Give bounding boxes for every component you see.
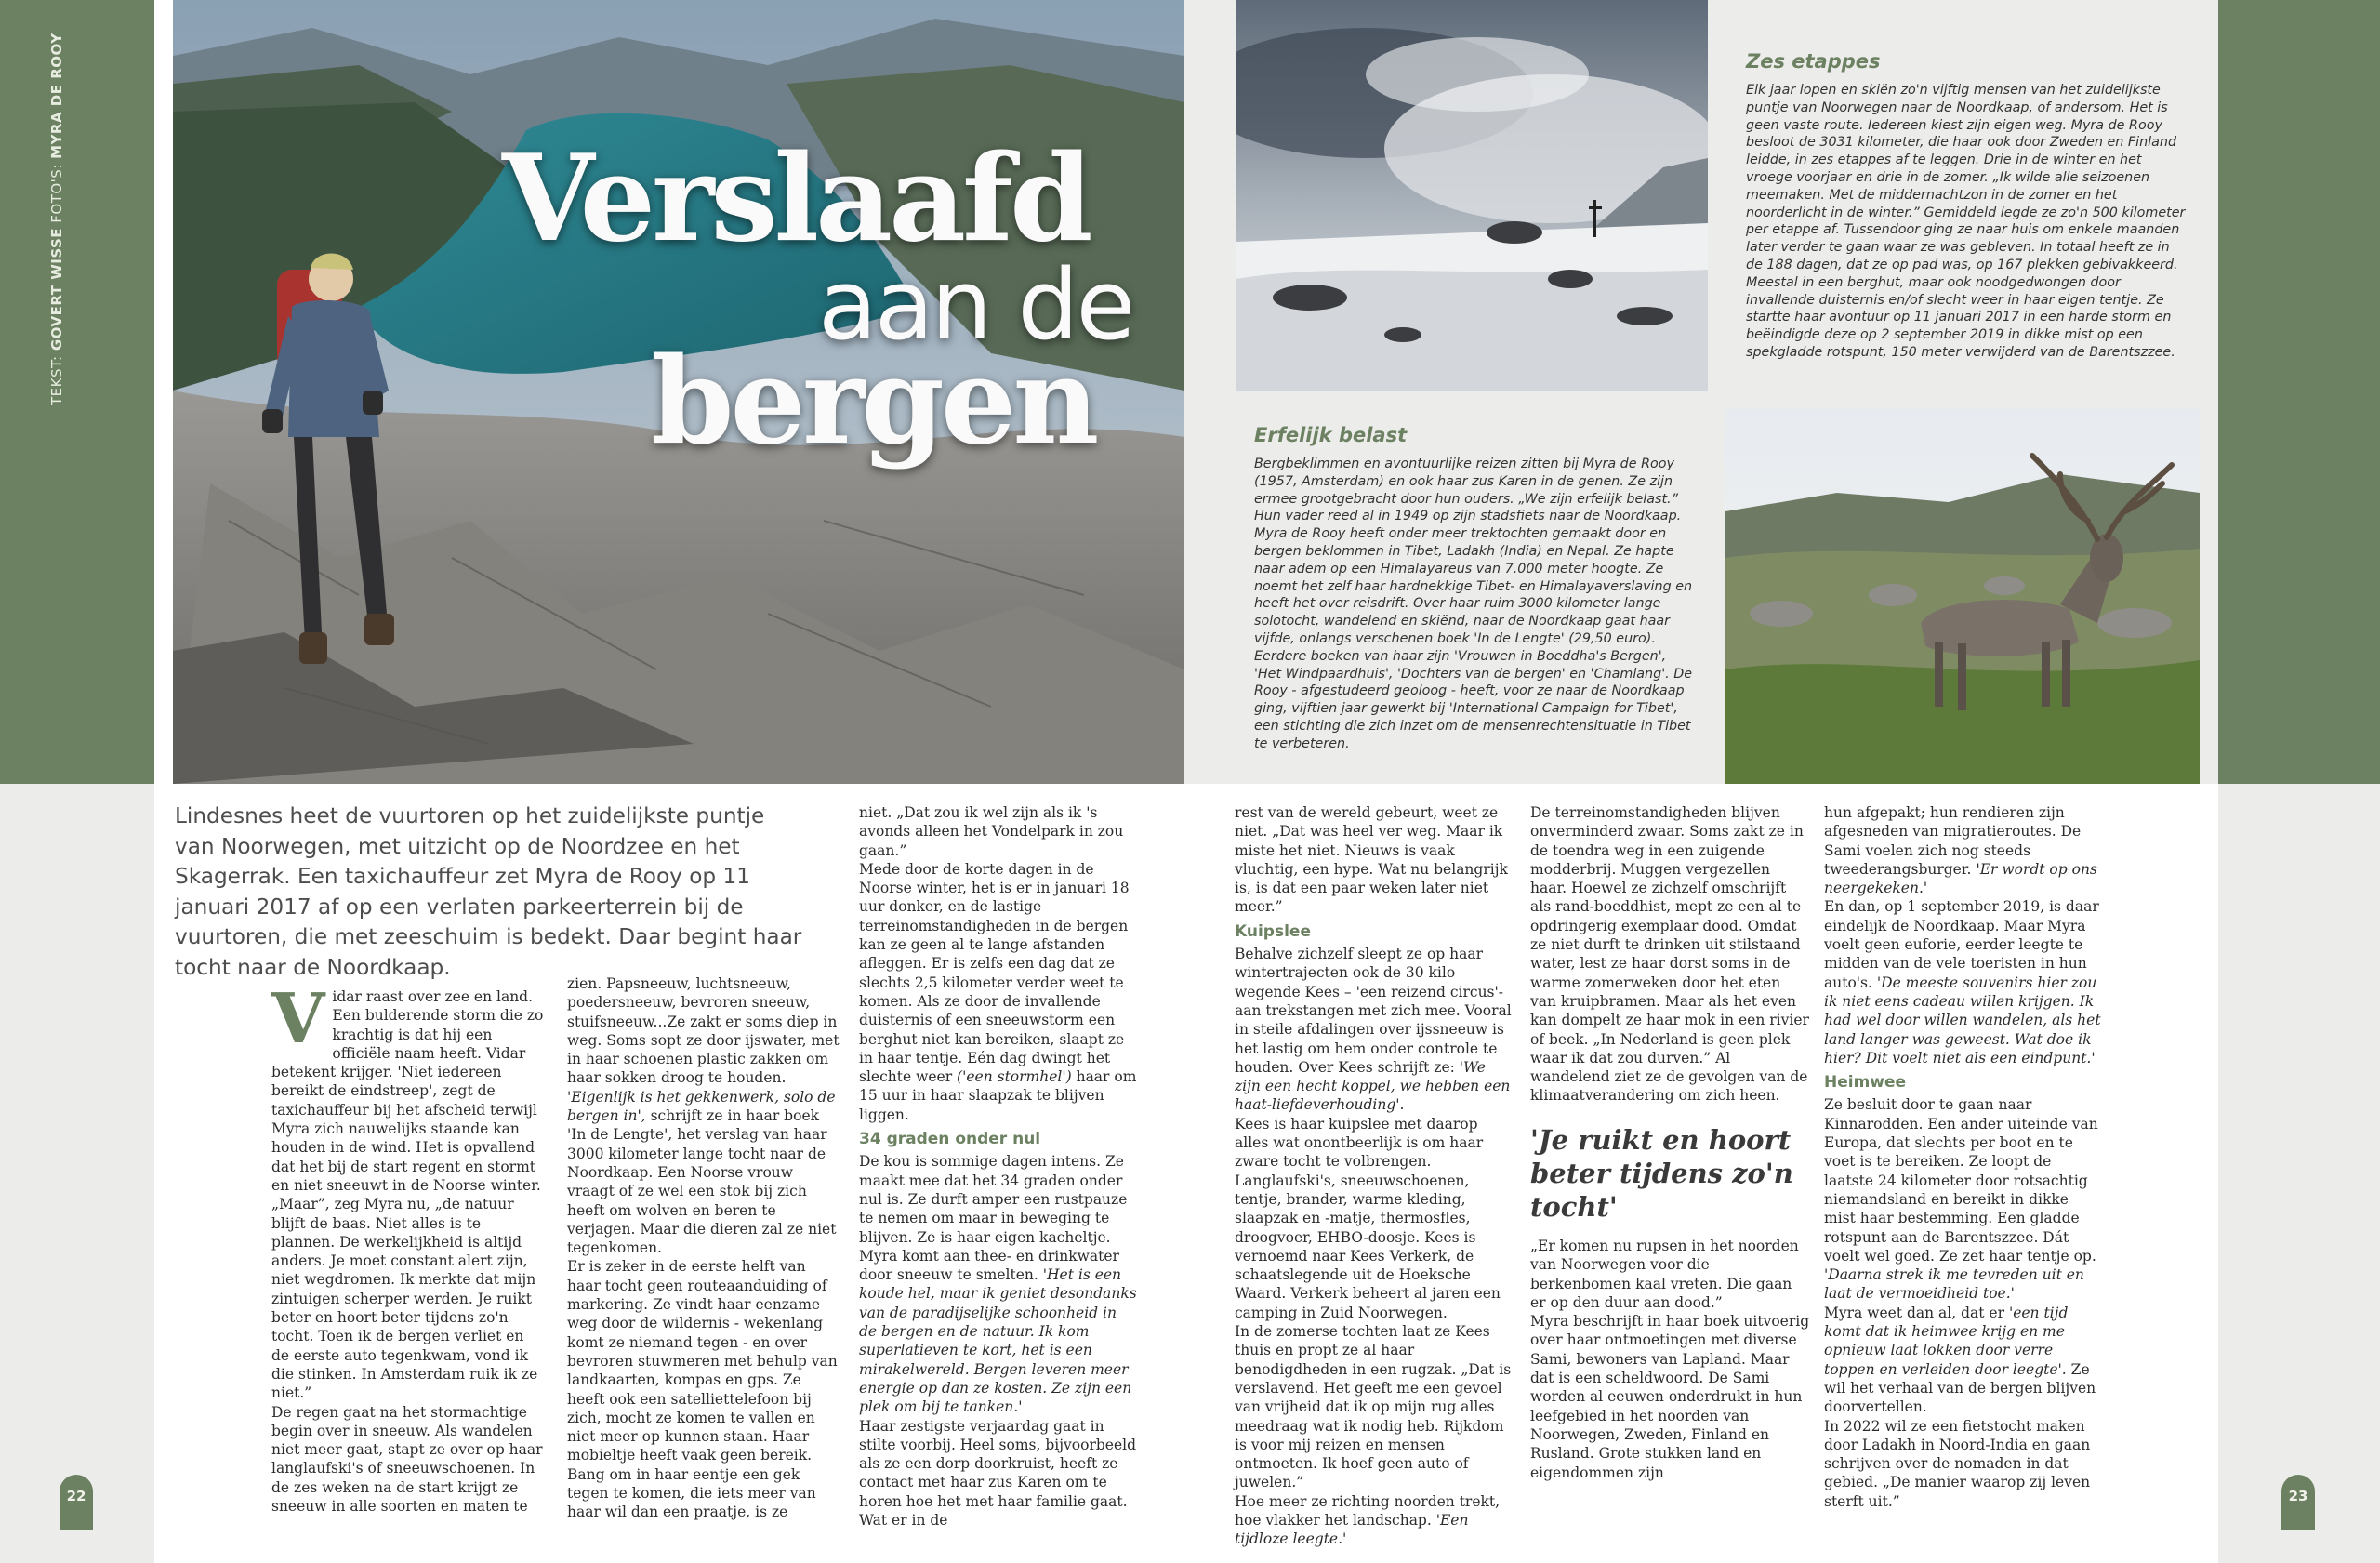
paragraph: In de zomerse tochten laat ze Kees thuis en propt ze al haar benodigdheden in een rugzak. „Dat is verslavend. Het geeft me een gevoel van vrijheid dat ik op mijn rug alles meedraag wat ik nodig heb. Rijkdom is voor mij reizen en mensen ontmoeten. Ik hoef geen auto of juwelen.” — [1235, 1323, 1512, 1491]
italic-quote: ('een stormhel') — [957, 1068, 1072, 1086]
paragraph: En dan, op 1 september 2019, is daar eindelijk de Noordkaap. Maar Myra voelt geen euforie, eerder leegte te midden van de vele toeristen in hun auto's. — [1824, 898, 2099, 991]
paragraph: Er is zeker in de eerste helft van haar tocht geen routeaanduiding of markering. Ze vindt haar eenzame weg door de wildernis - wekenlang komt ze niemand tegen - en over bevroren stuwmeren met behulp van landkaarten, kompas en gps. Ze heeft ook een satelliettelefoon bij zich, mocht ze komen te vallen en niet meer op kunnen staan. Haar mobieltje heeft vaak geen bereik. Bang om in haar eentje een gek tegen te komen, die iets meer van haar wil dan een praatje, is ze — [567, 1258, 838, 1521]
paragraph: haar om 15 uur in haar slaapzak te blijven liggen. — [859, 1068, 1137, 1123]
paragraph: niet. „Dat zou ik wel zijn als ik 's avonds alleen het Vondelpark in zou gaan.” — [859, 804, 1124, 859]
italic-quote: 'Er wordt op ons neergekeken.' — [1824, 860, 2097, 897]
box-body-erfelijk: Bergbeklimmen en avontuurlijke reizen zitten bij Myra de Rooy (1957, Amsterdam) en ook haar zus Karen in de genen. Ze zijn ermee grootgebracht door hun ouders. „We zijn erfelijk belast.” Hun vader reed al in 1949 op zijn stadsfiets naar de Noordkaap. Myra de Rooy heeft onder meer trektochten gemaakt door en bergen beklommen in Tibet, Ladakh (India) en Nepal. Ze hapte naar adem op een Himalayareus van 7.000 meter hoogte. Ze noemt het zelf haar hardnekkige Tibet- en Himalayaverslaving en heeft het over reisdrift. Over haar ruim 3000 kilometer lange solotocht, wandelend en skiënd, naar de Noordkaap gaat haar vijfde, onlangs verschenen boek 'In de Lengte' (29,50 euro). Eerdere boeken van haar zijn 'Vrouwen in Boeddha's Bergen', 'Het Windpaardhuis', 'Dochters van de bergen' en 'Chamlang'. De Rooy - afgestudeerd geoloog - heeft, voor ze naar de Noordkaap ging, vijftien jaar gewerkt bij 'International Campaign for Tibet', een stichting die zich inzet om de mensenrechtensituatie in Tibet te verbeteren. — [1254, 457, 1693, 751]
paragraph: De kou is sommige dagen intens. Ze maakt mee dat het 34 graden onder nul is. Ze durft amper een rustpauze te nemen om maar in beweging te blijven. Ze is haar eigen kacheltje. Myra komt aan thee- en drinkwater door sneeuw te smelten. — [859, 1153, 1128, 1284]
subheading-heimwee: Heimwee — [1824, 1073, 1907, 1093]
paragraph: Ze wil het verhaal van de bergen blijven doorvertellen. — [1824, 1360, 2096, 1416]
italic-quote: 'Eigenlijk is het gekkenwerk, solo de bergen in', — [567, 1088, 836, 1125]
sidebar-box-etappes — [1726, 0, 2200, 391]
right-green-strip — [2218, 0, 2380, 784]
italic-quote: 'Een tijdloze leegte.' — [1235, 1511, 1469, 1548]
box-heading-erfelijk: Erfelijk belast — [1254, 424, 1408, 446]
paragraph: „Er komen nu rupsen in het noorden van Noorwegen voor die berkenbomen kaal vreten. Die gaan er op den duur aan dood.” — [1530, 1238, 1799, 1311]
right-grey-margin — [2218, 784, 2380, 1563]
paragraph: Behalve zichzelf sleept ze op haar wintertrajecten ook de 30 kilo wegende Kees – 'een reizend circus'- aan trekstangen met zich mee. Vooral in steile afdalingen over ijssneeuw is het lastig om hem onder controle te houden. Over Kees schrijft ze: — [1235, 946, 1512, 1076]
italic-quote: 'Daarna strek ik me tevreden uit en laat de vermoeidheid toe.' — [1824, 1266, 2084, 1303]
italic-quote: 'een tijd komt dat ik heimwee krijg en me opnieuw laat lokken door verre toppen en verleiden door leegte'. — [1824, 1304, 2069, 1378]
title-line-2: aan de — [818, 248, 1133, 362]
page-number-left: 22 — [60, 1475, 93, 1530]
paragraph: schrijft ze in haar boek 'In de Lengte', het verslag van haar 3000 kilometer lange tocht naar de Noordkaap. Een Noorse vrouw vraagt of ze wel een stok bij zich heeft om wolven en beren te verjagen. Maar die dieren zal ze niet tegenkomen. — [567, 1107, 837, 1257]
drop-cap: V — [271, 979, 325, 1059]
paragraph: Haar zestigste verjaardag gaat in stilte voorbij. Heel soms, bijvoorbeeld als ze een dorp doorkruist, heeft ze contact met haar zus Karen om te horen hoe het met haar familie gaat. Wat er in de — [859, 1417, 1136, 1529]
article-intro: Lindesnes heet de vuurtoren op het zuidelijkste puntje van Noorwegen, met uitzicht op de Noordzee en het Skagerrak. Een taxichauffeur zet Myra de Rooy op 11 januari 2017 af op een verlaten parkeerterrein bij de vuurtoren, die met zeeschuim is bedekt. Daar begint haar tocht naar de Noordkaap. — [175, 803, 802, 980]
body-column-4 — [1235, 803, 1514, 1549]
paragraph: zien. Papsneeuw, luchtsneeuw, poedersneeuw, bevroren sneeuw, stuifsneeuw...Ze zakt er soms diep in weg. Soms sopt ze door ijswater, met in haar schoenen plastic zakken om haar sokken droog te houden. — [567, 975, 840, 1087]
paragraph: rest van de wereld gebeurt, weet ze niet. „Dat was heel ver weg. Maar ik miste het niet. Nieuws is vaak vluchtig, een hype. Wat nu belangrijk is, is dat een paar weken later niet meer.” — [1235, 804, 1508, 916]
italic-quote: 'De meeste souvenirs hier zou ik niet eens cadeau willen krijgen. Ik had wel door willen wandelen, als het land langer was geweest. Wat doe ik hier? Dit voelt niet als een eindpunt.' — [1824, 974, 2101, 1066]
left-green-strip — [0, 0, 154, 784]
paragraph: De regen gaat na het stormachtige begin over in sneeuw. Als wandelen niet meer gaat, stapt ze over op haar langlaufski's of sneeuwschoenen. In de zes weken na de start krijgt ze sneeuw in alle soorten en maten te — [271, 1403, 543, 1516]
paragraph: In 2022 wil ze een fietstocht maken door Ladakh in Noord-India en gaan schrijven over de nomaden in dat gebied. „De manier waarop zij leven sterft uit.” — [1824, 1417, 2091, 1510]
paragraph: Mede door de korte dagen in de Noorse winter, het is er in januari 18 uur donker, en de lastige terreinomstandigheden in de bergen kan ze geen al te lange afstanden afleggen. Er is zelfs een dag dat ze slechts 2,5 kilometer verder weet te komen. Als ze door de invallende duisternis of een sneeuwstorm een berghut niet kan bereiken, slaapt ze in haar tentje. Eén dag dwingt het slechte weer — [859, 860, 1130, 1086]
box-heading-etappes: Zes etappes — [1746, 50, 1881, 73]
body-column-2 — [567, 974, 840, 1522]
storm-photo — [1236, 0, 1708, 391]
title-line-1: Verslaafd — [502, 129, 1090, 269]
page-number-right: 23 — [2281, 1475, 2315, 1530]
paragraph: Myra weet dan al, dat er — [1824, 1304, 2004, 1321]
paragraph: Kees is haar kuipslee met daarop alles wat onontbeerlijk is om haar zware tocht te volbrengen. Langlaufski's, sneeuwschoenen, tentje, brander, warme kleding, slaapzak en -matje, thermosfles, droogvoer, EHBO-doosje. Kees is vernoemd naar Kees Verkerk, de schaatslegende uit de Hoeksche Waard. Verkerk beheert al jaren een camping in Zuid Noorwegen. — [1235, 1115, 1501, 1321]
sidebar-box-erfelijk — [1236, 409, 1708, 784]
reindeer-photo — [1726, 409, 2200, 784]
box-body-etappes: Elk jaar lopen en skiën zo'n vijftig mensen van het zuidelijkste puntje van Noorwegen naar de Noordkaap, of andersom. Het is geen vaste route. Iedereen kiest zijn eigen weg. Myra de Rooy besloot de 3031 kilometer, die haar ook door Zweden en Finland leidde, in zes etappes af te leggen. Drie in de winter en het vroege voorjaar en drie in de zomer. „Ik wilde alle seizoenen meemaken. Met de middernachtzon in de zomer en het noorderlicht in de winter.” Gemiddeld legde ze zo'n 500 kilometer per etappe af. Tussendoor ging ze naar huis om enkele maanden later verder te gaan waar ze was gebleven. In totaal heeft ze in de 188 dagen, dat ze op pad was, op 167 plekken gebivakkeerd. Meestal in een berghut, maar ook noodgedwongen door invallende duisternis en/of slecht weer in haar eigen tentje. Ze startte haar avontuur op 11 januari 2017 in een harde storm en beëindigde deze op 2 september 2019 in dikke mist op een spekgladde rotspunt, 150 meter verwijderd van de Barentszzee. — [1746, 83, 2186, 360]
paragraph: De terreinomstandigheden blijven onverminderd zwaar. Soms zakt ze in de toendra weg in een zuigende modderbrij. Muggen vergezellen haar. Hoewel ze zichzelf omschrijft als rand-boeddhist, mept ze een al te opdringerig exemplaar dood. Omdat ze niet durft te drinken uit stilstaand water, lest ze haar dorst soms in de warme zomerweken door het eten van kruipbramen. Maar als het even kan dompelt ze haar mok in een rivier of beek. „In Nederland is geen plek waar ik dat zou durven.” Al wandelend ziet ze de gevolgen van de klimaatverandering om zich heen. — [1530, 804, 1809, 1105]
body-column-1 — [271, 979, 545, 1516]
body-column-3 — [859, 803, 1138, 1530]
italic-quote: 'We zijn een hecht koppel, we hebben een haat-liefdeverhouding'. — [1235, 1058, 1511, 1114]
subheading-kuipslee: Kuipslee — [1235, 921, 1311, 941]
pull-quote: 'Je ruikt en hoort beter tijdens zo'n tocht' — [1530, 1124, 1793, 1223]
paragraph: Ze besluit door te gaan naar Kinnarodden. Een ander uiteinde van Europa, dat slechts per boot en te voet is te bereiken. Ze loopt de laatste 24 kilometer door rotsachtig niemandsland en bereikt in dikke mist haar bestemming. Een gladde rotspunt aan de Barentszzee. Dát voelt wel goed. Ze zet haar tentje op. — [1824, 1096, 2098, 1265]
paragraph: Hoe meer ze richting noorden trekt, hoe vlakker het landschap. — [1235, 1492, 1501, 1529]
paragraph: Myra beschrijft in haar boek uitvoerig over haar ontmoetingen met diverse Sami, bewoners van Lapland. Maar dat is een scheldwoord. De Sami worden al eeuwen onderdrukt in hun leefgebied in het noorden van Noorwegen, Zweden, Finland en Rusland. Grote stukken land en eigendommen zijn — [1530, 1313, 1810, 1481]
subheading-34-graden: 34 graden onder nul — [859, 1130, 1041, 1149]
title-line-3: bergen — [651, 332, 1096, 471]
photo-credit: TEKST: GOVERT WISSE FOTO'S: MYRA DE ROOY — [48, 33, 65, 405]
left-grey-margin — [0, 784, 154, 1563]
paragraph: idar raast over zee en land. Een bulderende storm die zo krachtig is dat hij een officiële naam heeft. Vidar betekent krijger. 'Niet iedereen bereikt de eindstreep', zegt de taxichauffeur bij het afscheid terwijl Myra zich nauwelijks staande kan houden in de wind. Het is opvallend dat het bij de start regent en stormt en niet sneeuwt in de Noorse winter. „Maar”, zeg Myra nu, „de natuur blijft de baas. Niet alles is te plannen. De werkelijkheid is altijd anders. Je moet constant alert zijn, niet wegdromen. Ik merkte dat mijn zintuigen scherper werden. Je ruikt beter en hoort beter tijdens zo'n tocht. Toen ik de bergen verliet en de eerste auto tegenkwam, vond ik die stinken. In Amsterdam ruik ik ze niet.” — [271, 988, 544, 1402]
italic-quote: 'Het is een koude hel, maar ik geniet desondanks van de paradijselijke schoonheid in de bergen en de natuur. Ik kom superlatieven te kort, het is een mirakelwereld. Bergen leveren meer energie op dan ze kosten. Ze zijn een plek om bij te tanken.' — [859, 1266, 1137, 1416]
article-title — [502, 129, 1133, 471]
paragraph: hun afgepakt; hun rendieren zijn afgesneden van migratieroutes. De Sami voelen zich nog steeds tweederangsburger. — [1824, 804, 2082, 878]
body-column-6 — [1824, 803, 2103, 1511]
